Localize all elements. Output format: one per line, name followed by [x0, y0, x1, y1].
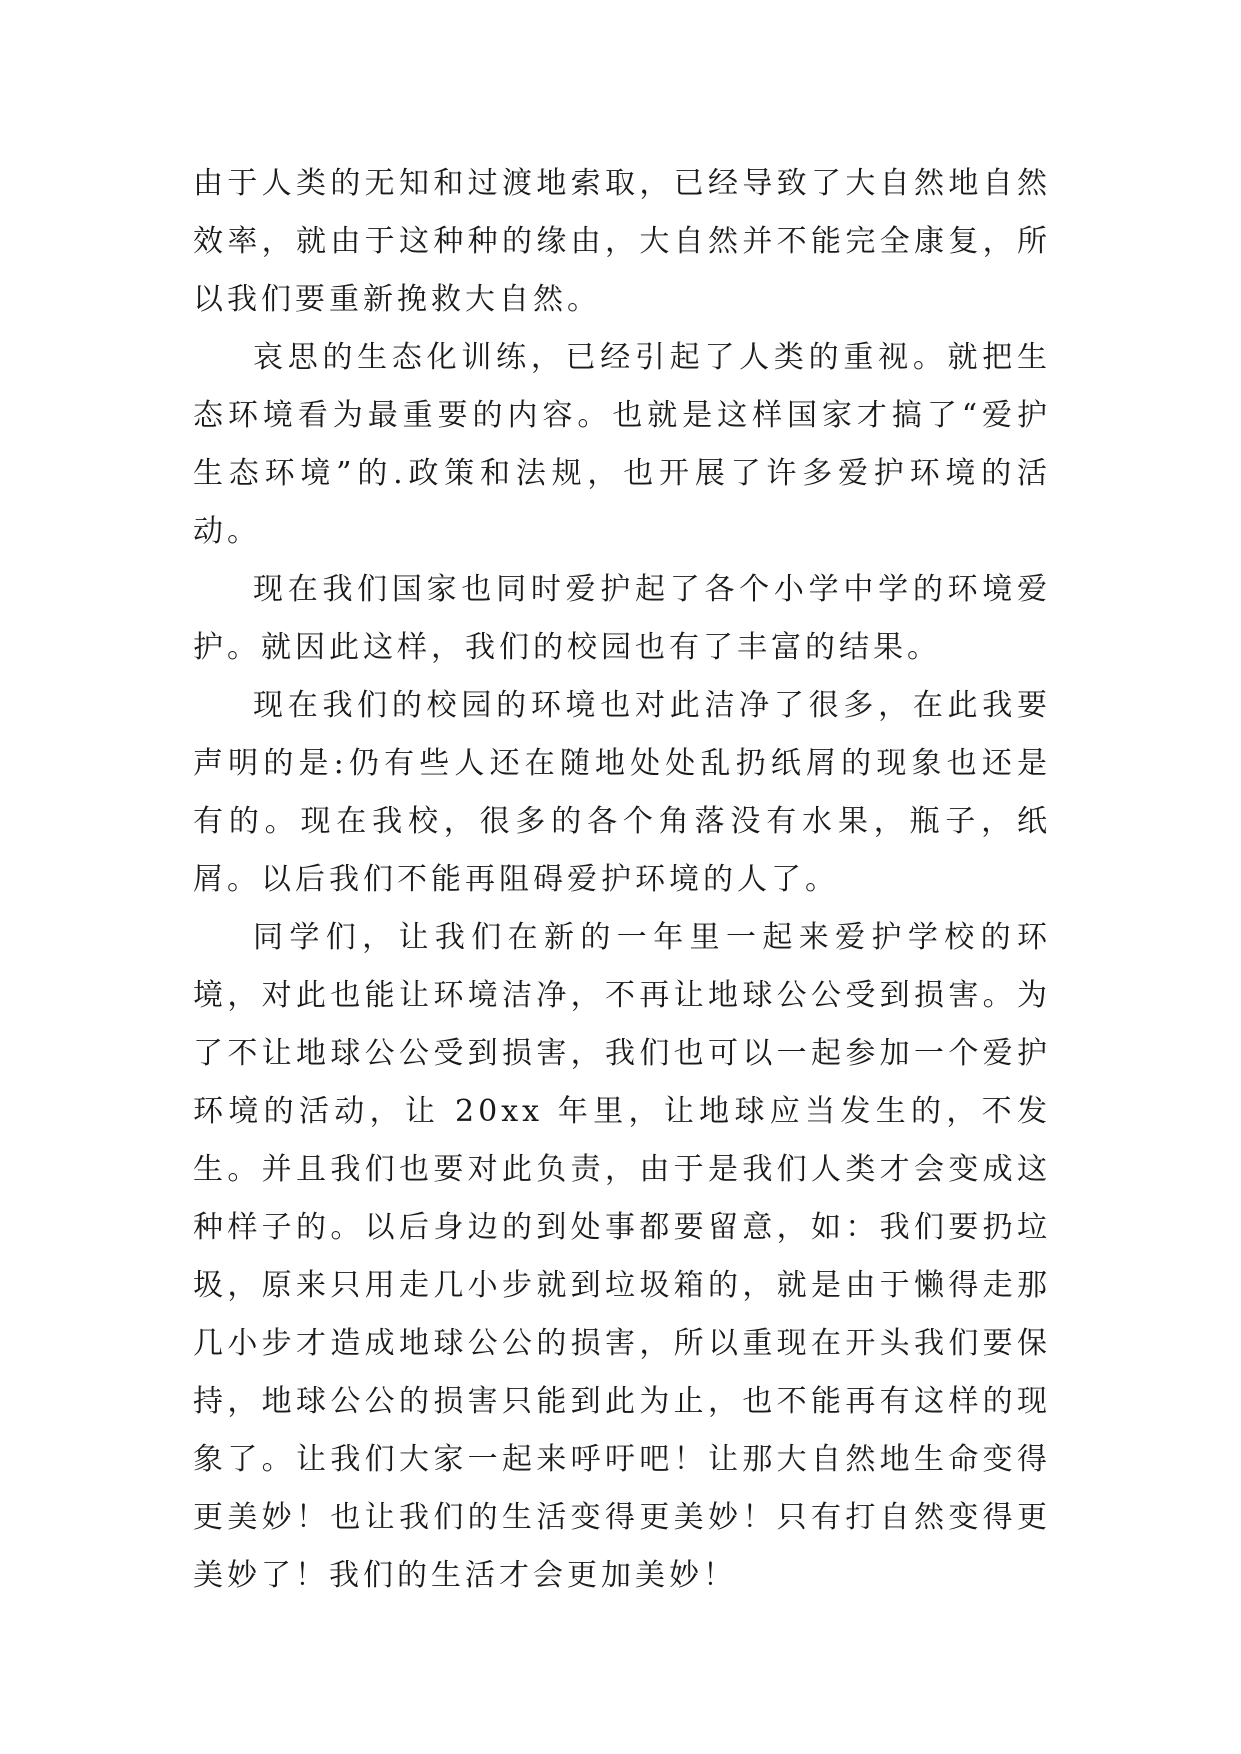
- document-body: [193, 155, 1051, 1605]
- paragraph-3: 现在我们国家也同时爱护起了各个小学中学的环境爱护。就因此这样，我们的校园也有了丰富的结果。: [193, 572, 1051, 665]
- paragraph-2: 哀思的生态化训练，已经引起了人类的重视。就把生态环境看为最重要的内容。也就是这样国家才搞了“爱护生态环境”的.政策和法规，也开展了许多爱护环境的活动。: [193, 340, 1051, 549]
- paragraph-5: 同学们，让我们在新的一年里一起来爱护学校的环境，对此也能让环境洁净，不再让地球公公受到损害。为了不让地球公公受到损害，我们也可以一起参加一个爱护环境的活动，让 20xx 年里，让地球应当发生的，不发生。并且我们也要对此负责，由于是我们人类才会变成这种样子的。以后身边的到处事都要留意，如：我们要扔垃圾，原来只用走几小步就到垃圾箱的，就是由于懒得走那几小步才造成地球公公的损害，所以重现在开头我们要保持，地球公公的损害只能到此为止，也不能再有这样的现象了。让我们大家一起来呼吁吧！让那大自然地生命变得更美妙！也让我们的生活变得更美妙！只有打自然变得更美妙了！我们的生活才会更加美妙！: [193, 920, 1051, 1593]
- paragraph-1: 由于人类的无知和过渡地索取，已经导致了大自然地自然效率，就由于这种种的缘由，大自然并不能完全康复，所以我们要重新挽救大自然。: [193, 166, 1051, 317]
- paragraph-4: 现在我们的校园的环境也对此洁净了很多，在此我要声明的是:仍有些人还在随地处处乱扔纸屑的现象也还是有的。现在我校，很多的各个角落没有水果，瓶子，纸屑。以后我们不能再阻碍爱护环境的人了。: [193, 688, 1051, 897]
